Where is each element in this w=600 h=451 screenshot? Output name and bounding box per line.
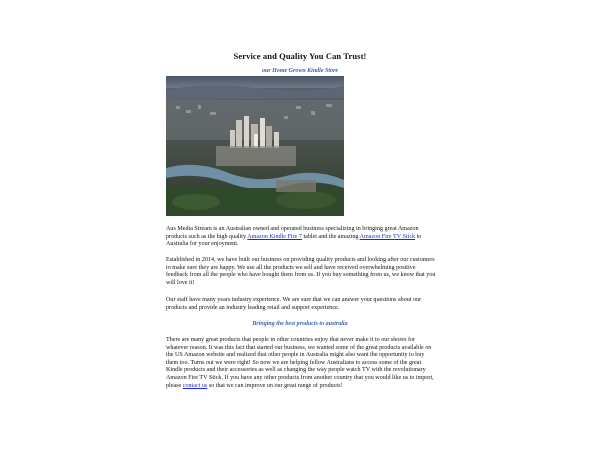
intro-text: Aus Media Stream is an Australian owned and operated business specializing in bringing great Amazon products such as the high quality bbox=[166, 226, 419, 240]
intro-text-end: to Australia for your enjoyment. bbox=[166, 233, 422, 248]
products-paragraph bbox=[166, 337, 438, 390]
kindle-fire-link[interactable]: Amazon Kindle Fire 7 bbox=[247, 233, 302, 240]
page-subtitle: our Home Grown Kindle Store bbox=[261, 68, 338, 74]
intro-paragraph bbox=[166, 226, 438, 249]
fire-tv-stick-link[interactable]: Amazon Fire TV Stick bbox=[359, 233, 416, 240]
established-paragraph: Established in 2014, we have built our business on providing quality products and looking after our customers to make sure they are happy. We use all the products we sell and have received overwhelming positive feedback from all the people who have bought them from us. If you buy something from us, we know that you will love it! bbox=[166, 257, 436, 286]
contact-us-link[interactable]: contact us bbox=[182, 382, 208, 389]
section-heading: Bringing the best products to australia bbox=[252, 321, 348, 327]
staff-paragraph: Our staff have many years industry experience. We are sure that we can answer your questions about our products and provide an industry leading retail and support experience. bbox=[166, 297, 422, 311]
products-text: There are many great products that people in other countries enjoy that never make it to our shores for whatever reason. It was this fact that started our business, we wanted some of the great products available on the US Amazon website and realized that other people in Australia might also want the opportunity to buy them too. Turns out we were right! So now we are helping fellow Australians to access some of the great Kindle products and their accessories as well as changing the way people watch TV with the revolutionary Amazon Fire TV Stick. If you have any other products from another country that you would like us to import, please bbox=[166, 337, 434, 389]
page-title: Service and Quality You Can Trust! bbox=[233, 51, 367, 61]
products-text-end: so that we can improve on our great range of products! bbox=[207, 382, 343, 389]
intro-text-middle: tablet and the amazing bbox=[301, 233, 360, 240]
city-aerial-photo bbox=[166, 76, 344, 216]
